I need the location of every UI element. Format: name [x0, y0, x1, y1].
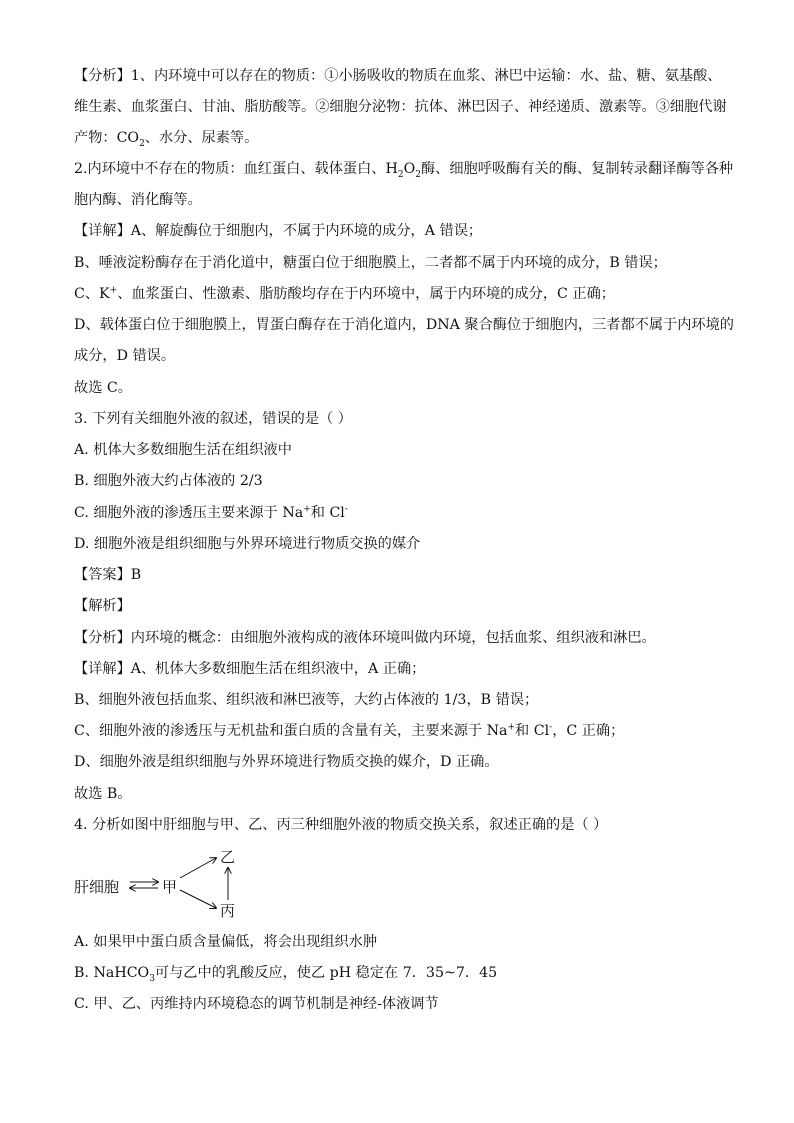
option-b: B. 细胞外液大约占体液的 2/3 — [74, 473, 263, 489]
exchange-diagram — [74, 842, 274, 922]
answer-label: 【答案】B — [74, 567, 142, 583]
text-line: 胞内酶、消化酶等。 — [74, 192, 202, 208]
text-line: 维生素、血浆蛋白、甘油、脂肪酸等。②细胞分泌物：抗体、淋巴因子、神经递质、激素等。③细胞代谢 — [74, 99, 727, 115]
text-line: 故选 B。 — [74, 786, 132, 802]
text-line: D、载体蛋白位于细胞膜上，胃蛋白酶存在于消化道内，DNA 聚合酶位于细胞内，三者都不属于内环境的 — [74, 317, 734, 333]
text-line: 2.内环境中不存在的物质：血红蛋白、载体蛋白、$H_2O_2$酶、细胞呼吸酶有关的酶、复制转录翻译酶等各种 — [74, 161, 734, 180]
bing-label: 丙 — [220, 902, 236, 920]
question-stem: 4. 分析如图中肝细胞与甲、乙、丙三种细胞外液的物质交换关系，叙述正确的是（ ） — [74, 817, 608, 833]
text-line: 【详解】A、机体大多数细胞生活在组织液中，A 正确； — [74, 661, 426, 677]
text-line: B、细胞外液包括血浆、组织液和淋巴液等，大约占体液的 1/3，B 错误； — [74, 692, 539, 708]
liver-cell-label: 肝细胞 — [74, 878, 120, 896]
option-a: A. 如果甲中蛋白质含量偏低，将会出现组织水肿 — [74, 934, 378, 950]
jia-label: 甲 — [162, 878, 178, 896]
text-line: 成分，D 错误。 — [74, 348, 176, 364]
text-line: B、唾液淀粉酶存在于消化道中，糖蛋白位于细胞膜上，二者都不属于内环境的成分，B 错误； — [74, 255, 667, 271]
arrow-jia-to-bing — [180, 890, 216, 908]
text-line: 故选 C。 — [74, 380, 132, 396]
text-line: 产物：$CO_2$、水分、尿素等。 — [74, 130, 259, 149]
option-a: A. 机体大多数细胞生活在组织液中 — [74, 442, 292, 458]
text-line: C、细胞外液的渗透压与无机盐和蛋白质的含量有关，主要来源于 Na+和 Cl-，C 正确； — [74, 722, 625, 739]
diagram-arrows — [74, 842, 274, 922]
analysis-heading: 【解析】 — [74, 598, 131, 614]
question-stem: 3. 下列有关细胞外液的叙述，错误的是（ ） — [74, 411, 352, 427]
text-line: 【分析】1、内环境中可以存在的物质：①小肠吸收的物质在血浆、淋巴中运输：水、盐、糖、氨基酸、 — [74, 68, 722, 84]
text-line: 【分析】内环境的概念：由细胞外液构成的液体环境叫做内环境，包括血浆、组织液和淋巴。 — [74, 630, 656, 646]
option-c: C. 细胞外液的渗透压主要来源于 Na+和 Cl- — [74, 504, 348, 521]
text-line: 【详解】A、解旋酶位于细胞内，不属于内环境的成分，A 错误； — [74, 223, 483, 239]
text-line: C、K+、血浆蛋白、性激素、脂肪酸均存在于内环境中，属于内环境的成分，C 正确； — [74, 285, 615, 302]
option-c: C. 甲、乙、丙维持内环境稳态的调节机制是神经-体液调节 — [74, 996, 439, 1012]
option-b: B. NaHCO$_3$可与乙中的乳酸反应，使乙 pH 稳定在 7．35~7．45 — [74, 965, 498, 984]
yi-label: 乙 — [220, 848, 236, 866]
option-d: D. 细胞外液是组织细胞与外界环境进行物质交换的媒介 — [74, 536, 421, 552]
arrow-jia-to-yi — [180, 858, 216, 878]
text-line: D、细胞外液是组织细胞与外界环境进行物质交换的媒介，D 正确。 — [74, 754, 499, 770]
